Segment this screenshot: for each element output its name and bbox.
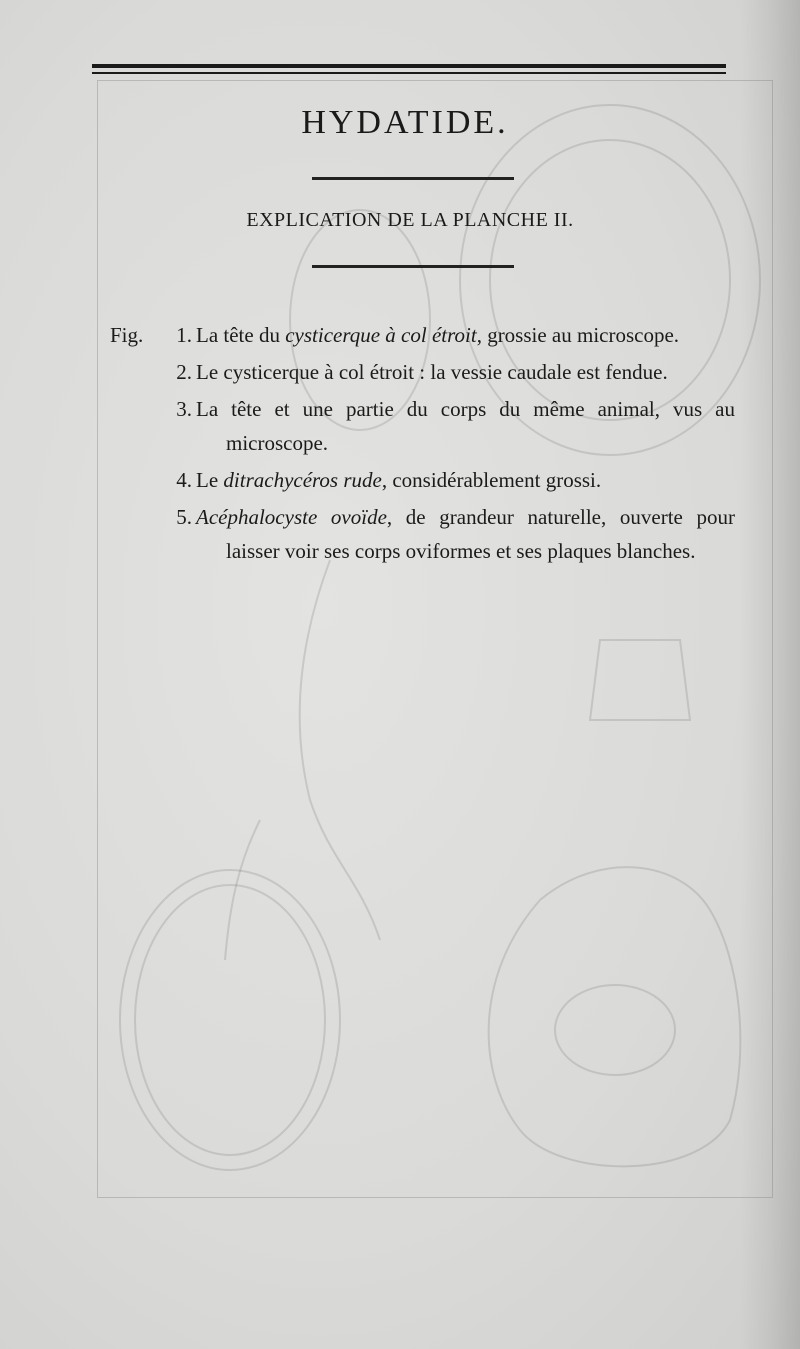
- figure-entry: [110, 355, 735, 389]
- figure-number: 2.: [176, 360, 192, 384]
- fig-label: Fig.: [110, 323, 144, 347]
- figure-caption: La tête du cysticerque à col étroit, grossie au microscope.: [196, 323, 680, 347]
- figure-caption: Le ditrachycéros rude, considérablement grossi.: [196, 468, 602, 492]
- plate-explanation-heading: EXPLICATION DE LA PLANCHE II.: [246, 209, 574, 231]
- figure-caption: Acéphalocyste ovoïde, de grandeur naturelle, ouverte pour laisser voir ses corps oviformes et ses plaques blanches.: [196, 505, 736, 563]
- figure-caption: Le cysticerque à col étroit : la vessie caudale est fendue.: [196, 360, 668, 384]
- figure-caption: La tête et une partie du corps du même animal, vus au microscope.: [196, 397, 735, 455]
- figure-number: 4.: [176, 468, 192, 492]
- figure-number: 1.: [176, 323, 192, 347]
- figure-entry: [110, 318, 735, 352]
- heading-divider: [312, 265, 514, 268]
- header-rule-thin: [92, 72, 726, 74]
- figure-entry: [110, 392, 735, 460]
- figure-number: 3.: [176, 397, 192, 421]
- page-title: HYDATIDE.: [301, 104, 509, 141]
- figure-entry: [110, 500, 735, 568]
- figure-number: 5.: [176, 505, 192, 529]
- plate-frame-bleed: [97, 80, 773, 1198]
- figure-entry: [110, 463, 735, 497]
- header-rule-thick: [92, 64, 726, 68]
- title-divider: [312, 177, 514, 180]
- header-double-rule: [92, 64, 726, 75]
- figure-list: [110, 318, 735, 571]
